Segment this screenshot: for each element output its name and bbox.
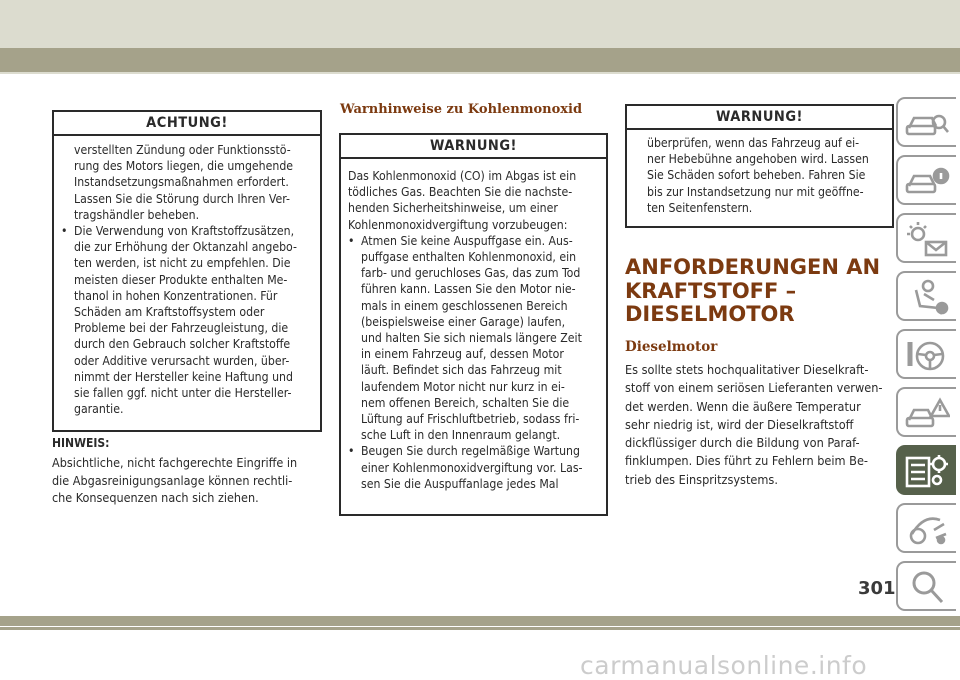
text-line: Es sollte stets hochqualitativer Dieselkraft-: [625, 362, 869, 377]
text-line: finklumpen. Dies führt zu Fehlern beim Be-: [625, 453, 869, 469]
text-line: ten werden, ist nicht zu empfehlen. Die: [74, 256, 291, 271]
chapter-tabs: [896, 97, 960, 677]
text-line: meisten dieser Produkte enthalten Me-: [74, 272, 288, 287]
heading-line: ANFORDERUNGEN AN: [625, 255, 881, 279]
car-warning-icon[interactable]: [896, 387, 956, 437]
achtung-bullet: [61, 223, 312, 417]
co-warning-title: WARNUNG!: [341, 135, 606, 159]
text-line: überprüfen, wenn das Fahrzeug auf ei-: [647, 136, 860, 150]
text-line: Lassen Sie die Störung durch Ihren Ver-: [74, 191, 290, 206]
co-warning-bullet-1: [348, 233, 602, 444]
text-line: durch den Gebrauch solcher Kraftstoffe: [74, 337, 291, 352]
text-line: trieb des Einspritzsystems.: [625, 471, 778, 487]
heading-line: DIESELMOTOR: [625, 302, 795, 326]
text-line: garantie.: [74, 402, 124, 417]
text-line: nem offenen Bereich, schalten Sie die: [361, 395, 570, 410]
achtung-box-title: ACHTUNG!: [54, 112, 320, 136]
text-line: und halten Sie sich niemals längere Zeit: [361, 331, 582, 346]
text-line: Das Kohlenmonoxid (CO) im Abgas ist ein: [348, 169, 577, 183]
text-line: einer Kohlenmonoxidvergiftung vor. Las-: [361, 460, 583, 475]
car-phone-icon[interactable]: [896, 503, 956, 553]
header-bar: [0, 0, 960, 74]
co-warning-intro: [348, 168, 602, 233]
text-line: det werden. Wenn die äußere Temperatur: [625, 398, 861, 414]
page-number: 301: [858, 578, 896, 599]
text-line: läuft. Befindet sich das Fahrzeug mit: [361, 363, 562, 378]
warning-light-mail-icon[interactable]: [896, 213, 956, 263]
text-line: Probleme bei der Fahrzeugleistung, die: [74, 321, 289, 336]
achtung-text: [61, 142, 312, 223]
text-line: ner Hebebühne angehoben wird. Lassen: [647, 152, 869, 167]
text-line: laufendem Motor nicht nur kurz in ei-: [361, 379, 565, 394]
text-line: die zur Erhöhung der Oktanzahl angebo-: [74, 240, 297, 255]
continued-warning-title: WARNUNG!: [627, 106, 892, 130]
text-line: tragshändler beheben.: [74, 207, 200, 222]
text-line: Lüftung auf Frischluftbetrieb, sodass fri-: [361, 412, 580, 427]
co-subheading: Warnhinweise zu Kohlenmonoxid: [340, 102, 583, 117]
co-warning-bullet-2: [348, 443, 602, 492]
text-line: verstellten Zündung oder Funktionsstö-: [74, 143, 291, 157]
text-line: Instandsetzungsmaßnahmen erfordert.: [74, 175, 289, 190]
header-band: [0, 48, 960, 72]
text-line: sie fallen ggf. nicht unter die Hersteller-: [74, 386, 292, 401]
text-line: tödliches Gas. Beachten Sie die nachste-: [348, 185, 573, 200]
car-search-icon[interactable]: [896, 97, 956, 147]
text-line: farb- und geruchloses Gas, das zum Tod: [361, 266, 581, 281]
text-line: führen kann. Lassen Sie den Motor nie-: [361, 282, 576, 297]
note-label: HINWEIS:: [52, 436, 110, 450]
text-line: oder Additive verursacht wurden, über-: [74, 353, 290, 368]
footer-rule: [0, 627, 960, 630]
text-line: rung des Motors liegen, die umgehende: [74, 159, 294, 174]
text-line: nimmt der Hersteller keine Haftung und: [74, 369, 293, 384]
continued-warning-text: [634, 135, 886, 216]
text-line: stoff von einem seriösen Lieferanten verwen-: [625, 380, 883, 396]
text-line: ten Seitenfenstern.: [647, 200, 753, 215]
text-line: Absichtliche, nicht fachgerechte Eingriffe in: [52, 455, 298, 470]
text-line: mals in einem geschlossenen Bereich: [361, 298, 568, 313]
text-line: in einem Fahrzeug auf, dessen Motor: [361, 347, 564, 362]
text-line: dickflüssiger durch die Bildung von Paraf-: [625, 435, 860, 451]
footer-band: [0, 616, 960, 626]
seat-airbag-icon[interactable]: [896, 271, 956, 321]
heading-line: KRAFTSTOFF –: [625, 278, 797, 303]
text-line: sche Luft in den Innenraum gelangt.: [361, 428, 561, 443]
watermark: carmanualsonline.info: [580, 651, 868, 680]
text-line: thanol in hohen Konzentrationen. Für: [74, 288, 278, 303]
maintenance-list-gear-icon[interactable]: [896, 445, 956, 495]
text-line: (beispielsweise einer Garage) laufen,: [361, 314, 566, 329]
text-line: sen Sie die Auspuffanlage jedes Mal: [361, 476, 559, 491]
text-line: • Die Verwendung von Kraftstoffzusätzen,: [74, 224, 295, 239]
text-line: Schäden am Kraftstoffsystem oder: [74, 305, 265, 320]
diesel-body-text: [625, 361, 892, 489]
search-icon[interactable]: [896, 561, 956, 611]
text-line: bis zur Instandsetzung nur mit geöffne-: [647, 184, 864, 199]
text-line: Sie Schäden sofort beheben. Fahren Sie: [647, 168, 866, 183]
text-line: che Konsequenzen nach sich ziehen.: [52, 490, 259, 505]
text-line: puffgase enthalten Kohlenmonoxid, ein: [361, 250, 577, 265]
text-line: sehr niedrig ist, wird der Dieselkraftstoff: [625, 416, 854, 432]
text-line: • Beugen Sie durch regelmäßige Wartung: [361, 444, 580, 459]
car-info-icon[interactable]: [896, 155, 956, 205]
steering-wheel-icon[interactable]: [896, 329, 956, 379]
note-text: [52, 454, 320, 507]
text-line: henden Sicherheitshinweise, um einer: [348, 201, 558, 216]
text-line: • Atmen Sie keine Auspuffgase ein. Aus-: [361, 233, 573, 248]
diesel-subheading: Dieselmotor: [625, 339, 718, 355]
achtung-box: [52, 110, 322, 432]
continued-warning-box: [625, 104, 894, 228]
section-heading: [625, 256, 895, 327]
text-line: die Abgasreinigungsanlage können rechtli-: [52, 472, 293, 488]
text-line: Kohlenmonoxidvergiftung vorzubeugen:: [348, 217, 568, 232]
co-warning-box: [339, 133, 608, 516]
